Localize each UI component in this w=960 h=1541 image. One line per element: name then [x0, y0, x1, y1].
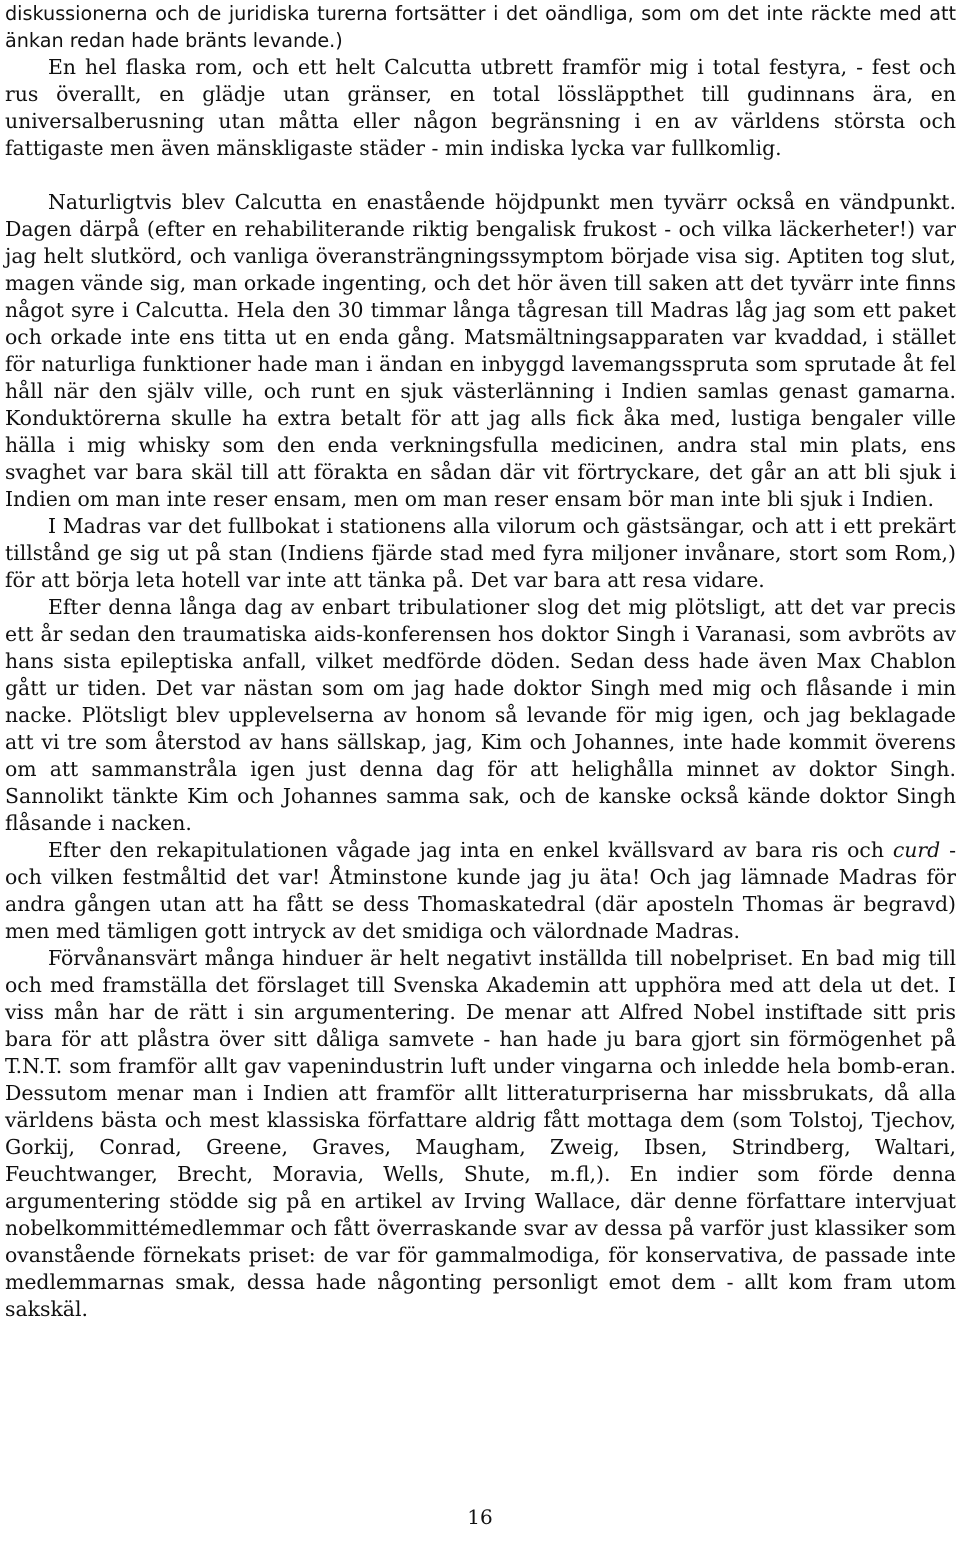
- paragraph-5: Efter denna långa dag av enbart tribulationer slog det mig plötsligt, att det var precis ett år sedan den traumatiska aids-konferensen hos doktor Singh i Varanasi, som avbröts av hans sista epileptiska anfall, vilket medförde döden. Sedan dess hade även Max Chablon gått ur tiden. Det var nästan som om jag hade doktor Singh med mig och flåsande i min nacke. Plötsligt blev upplevelserna av honom så levande för mig igen, och jag beklagade att vi tre som återstod av hans sällskap, jag, Kim och Johannes, inte hade kommit överens om att sammanstråla igen just denna dag för att helighålla minnet av doktor Singh. Sannolikt tänkte Kim och Johannes samma sak, och de kanske också kände doktor Singh flåsande i nacken.: [5, 595, 956, 835]
- paragraph-7: Förvånansvärt många hinduer är helt negativt inställda till nobelpriset. En bad mig till och med framställa det förslaget till Svenska Akademin att upphöra med att dela ut det. I viss mån har de rätt i sin argumentering. De menar att Alfred Nobel instiftade sitt pris bara för att plåstra över sitt dåliga samvete - han hade ju bara gjort sin förmögenhet på T.N.T. som framför allt gav vapenindustrin luft under vingarna och inledde hela bomb-eran. Dessutom menar man i Indien att framför allt litteraturpriserna har missbrukats, då alla världens bästa och mest klassiska författare aldrig fått mottaga dem (som Tolstoj, Tjechov, Gorkij, Conrad, Greene, Graves, Maugham, Zweig, Ibsen, Strindberg, Waltari, Feuchtwanger, Brecht, Moravia, Wells, Shute, m.fl,). En indier som förde denna argumentering stödde sig på en artikel av Irving Wallace, där denne författare intervjuat nobelkommittémedlemmar och fått överraskande svar av dessa på varför just klassiker som ovanstående förnekats priset: de var för gammalmodiga, för konservativa, de passade inte medlemmarnas smak, dessa hade någonting personligt emot dem - allt kom fram utom sakskäl.: [5, 946, 956, 1321]
- paragraph-4: I Madras var det fullbokat i stationens alla vilorum och gästsängar, och att i ett prekärt tillstånd ge sig ut på stan (Indiens fjärde stad med fyra miljoner invånare, stort som Rom,) för att börja leta hotell var inte att tänka på. Det var bara att resa vidare.: [5, 514, 956, 592]
- paragraph-6: [5, 837, 956, 945]
- paragraph-6-text-a: Efter den rekapitulationen vågade jag inta en enkel kvällsvard av bara ris och: [48, 838, 893, 862]
- paragraph-3: Naturligtvis blev Calcutta en enastående höjdpunkt men tyvärr också en vändpunkt. Dagen därpå (efter en rehabiliterande riktig bengalisk frukost - och vilka läckerheter!) var jag helt slutkörd, och vanliga överansträngningssymptom började visa sig. Aptiten tog slut, magen vände sig, man orkade ingenting, och det hör även till saken att det tyvärr inte finns något syre i Calcutta. Hela den 30 timmar långa tågresan till Madras låg jag som ett paket och orkade inte ens titta ut en enda gång. Matsmältningsapparaten var kvaddad, i stället för naturliga funktioner hade man i ändan en inbyggd lavemangsspruta som sprutade åt fel håll när den själv ville, och runt en sjuk västerlänning i Indien samlas genast gamarna. Konduktörerna skulle ha extra betalt för att jag alls fick åka med, lustiga bengaler ville hälla i mig whisky som den enda verkningsfulla medicinen, andra stal min plats, ens svaghet var bara skäl till att förakta en sådan där vit förtryckare, det går an att bli sjuk i Indien om man inte reser ensam, men om man reser ensam bör man inte bli sjuk i Indien.: [5, 190, 956, 511]
- document-page: [5, 0, 956, 1323]
- paragraph-1: diskussionerna och de juridiska turerna fortsätter i det oändliga, som om det inte räckte med att änkan redan hade bränts levande.): [5, 2, 956, 52]
- paragraph-2: En hel flaska rom, och ett helt Calcutta utbrett framför mig i total festyra, - fest och rus överallt, en glädje utan gränser, en total lössläppthet till gudinnans ära, en universalberusning utan måtta eller någon begränsning i en av världens största och fattigaste men även mänskligaste städer - min indiska lycka var fullkomlig.: [5, 55, 956, 160]
- paragraph-6-text-b: - och vilken festmåltid det var! Åtminstone kunde jag ju äta! Och jag lämnade Madras för andra gången utan att ha fått se dess Thomaskatedral (där aposteln Thomas är begravd) men med tämligen gott intryck av det smidiga och välordnade Madras.: [5, 838, 957, 943]
- page-number: 16: [467, 1505, 493, 1529]
- curd-emphasis: curd: [892, 838, 941, 862]
